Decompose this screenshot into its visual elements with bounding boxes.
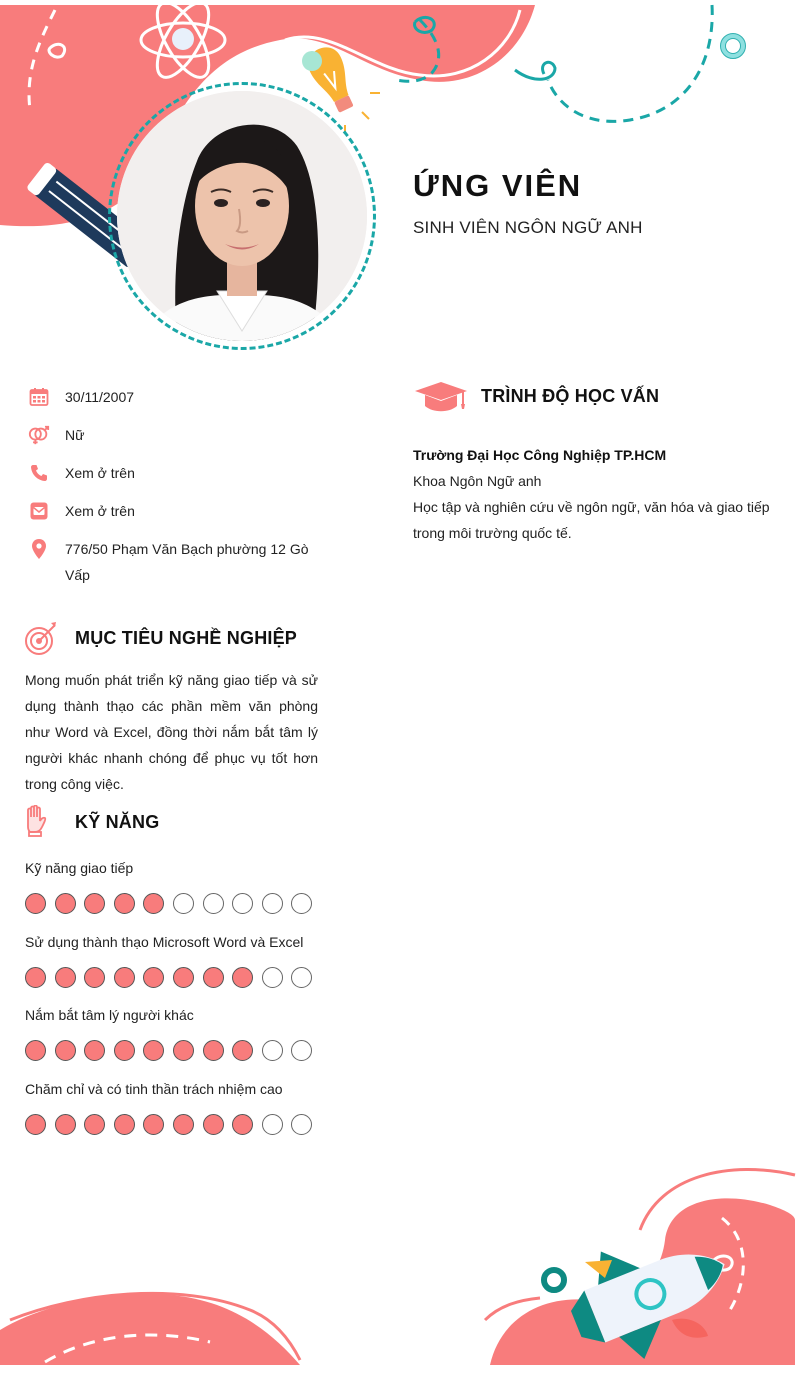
rating-dot-filled xyxy=(84,893,105,914)
rating-dot-filled xyxy=(143,967,164,988)
rating-dot-filled xyxy=(55,967,76,988)
rating-dot-filled xyxy=(114,1114,135,1135)
rating-dot-filled xyxy=(84,1040,105,1061)
education-heading xyxy=(413,378,659,414)
rating-dot-filled xyxy=(143,1040,164,1061)
rating-dot-filled xyxy=(173,967,194,988)
objective-text: Mong muốn phát triển kỹ năng giao tiếp và sử dụng thành thạo các phần mềm văn phòng như Word và Excel, đồng thời nắm bắt tâm lý người khác nhanh chóng để phục vụ tốt hơn trong công việc. xyxy=(25,672,318,792)
rating-dot-filled xyxy=(203,1040,224,1061)
skills-title: KỸ NĂNG xyxy=(75,811,160,832)
envelope-icon xyxy=(28,498,50,524)
rating-dot-filled xyxy=(55,893,76,914)
map-pin-icon xyxy=(28,536,50,562)
rating-dot-filled xyxy=(143,1114,164,1135)
calendar-icon xyxy=(28,384,50,410)
rating-dot-filled xyxy=(114,893,135,914)
phone-text: Xem ở trên xyxy=(65,465,135,481)
skill-rating xyxy=(25,967,325,988)
education-faculty: Khoa Ngôn Ngữ anh xyxy=(413,473,542,489)
rating-dot-filled xyxy=(55,1114,76,1135)
rating-dot-filled xyxy=(25,1040,46,1061)
education-school: Trường Đại Học Công Nghiệp TP.HCM xyxy=(413,447,667,463)
skill-name: Kỹ năng giao tiếp xyxy=(25,860,134,876)
rating-dot-empty xyxy=(232,893,253,914)
skill-item xyxy=(25,1076,325,1150)
rating-dot-filled xyxy=(203,967,224,988)
rating-dot-filled xyxy=(173,1040,194,1061)
address-text: 776/50 Phạm Văn Bạch phường 12 Gò Vấp xyxy=(65,541,309,583)
rating-dot-filled xyxy=(55,1040,76,1061)
portrait-illustration xyxy=(117,91,367,341)
rating-dot-filled xyxy=(232,1114,253,1135)
rating-dot-filled xyxy=(25,967,46,988)
rating-dot-filled xyxy=(173,1114,194,1135)
education-description: Học tập và nghiên cứu về ngôn ngữ, văn hóa và giao tiếp trong môi trường quốc tế. xyxy=(413,499,770,541)
skills-heading xyxy=(24,805,159,839)
contact-address xyxy=(28,536,328,588)
rating-dot-filled xyxy=(25,893,46,914)
skill-rating xyxy=(25,1040,325,1061)
contact-gender xyxy=(28,422,328,460)
skill-rating xyxy=(25,1114,325,1135)
education-title: TRÌNH ĐỘ HỌC VẤN xyxy=(481,385,660,406)
rating-dot-empty xyxy=(203,893,224,914)
avatar xyxy=(117,91,367,341)
contact-phone xyxy=(28,460,328,498)
skill-name: Nắm bắt tâm lý người khác xyxy=(25,1007,194,1024)
gender-icon xyxy=(28,422,50,448)
rating-dot-empty xyxy=(262,1114,283,1135)
birthday-text: 30/11/2007 xyxy=(65,389,135,405)
rating-dot-empty xyxy=(173,893,194,914)
skill-item xyxy=(25,1002,325,1076)
gender-text: Nữ xyxy=(65,427,85,443)
phone-icon xyxy=(28,460,50,486)
skill-name: Sử dụng thành thạo Microsoft Word và Excel xyxy=(25,933,304,950)
rating-dot-filled xyxy=(232,967,253,988)
candidate-name: ỨNG VIÊN xyxy=(413,168,583,203)
rating-dot-empty xyxy=(262,967,283,988)
rating-dot-empty xyxy=(262,893,283,914)
hand-icon xyxy=(24,805,60,839)
objective-title: MỤC TIÊU NGHỀ NGHIỆP xyxy=(75,627,298,648)
skills-list xyxy=(25,855,325,1149)
target-icon xyxy=(24,620,60,656)
graduation-cap-icon xyxy=(413,378,469,414)
contact-email xyxy=(28,498,328,536)
education-entry xyxy=(413,442,778,546)
rating-dot-filled xyxy=(114,967,135,988)
rating-dot-empty xyxy=(291,1114,312,1135)
skill-item xyxy=(25,929,325,1003)
skill-name: Chăm chỉ và có tinh thần trách nhiệm cao xyxy=(25,1080,283,1097)
rating-dot-filled xyxy=(84,967,105,988)
rating-dot-empty xyxy=(262,1040,283,1061)
rating-dot-filled xyxy=(25,1114,46,1135)
rating-dot-filled xyxy=(143,893,164,914)
rating-dot-filled xyxy=(84,1114,105,1135)
objective-heading xyxy=(24,620,297,656)
rating-dot-empty xyxy=(291,967,312,988)
rating-dot-empty xyxy=(291,893,312,914)
rating-dot-filled xyxy=(232,1040,253,1061)
email-text: Xem ở trên xyxy=(65,503,135,519)
contact-birthday xyxy=(28,384,328,422)
candidate-position: SINH VIÊN NGÔN NGỮ ANH xyxy=(413,218,643,237)
rating-dot-filled xyxy=(114,1040,135,1061)
skill-rating xyxy=(25,893,325,914)
contact-list xyxy=(28,384,328,588)
skill-item xyxy=(25,855,325,929)
rating-dot-empty xyxy=(291,1040,312,1061)
rating-dot-filled xyxy=(203,1114,224,1135)
